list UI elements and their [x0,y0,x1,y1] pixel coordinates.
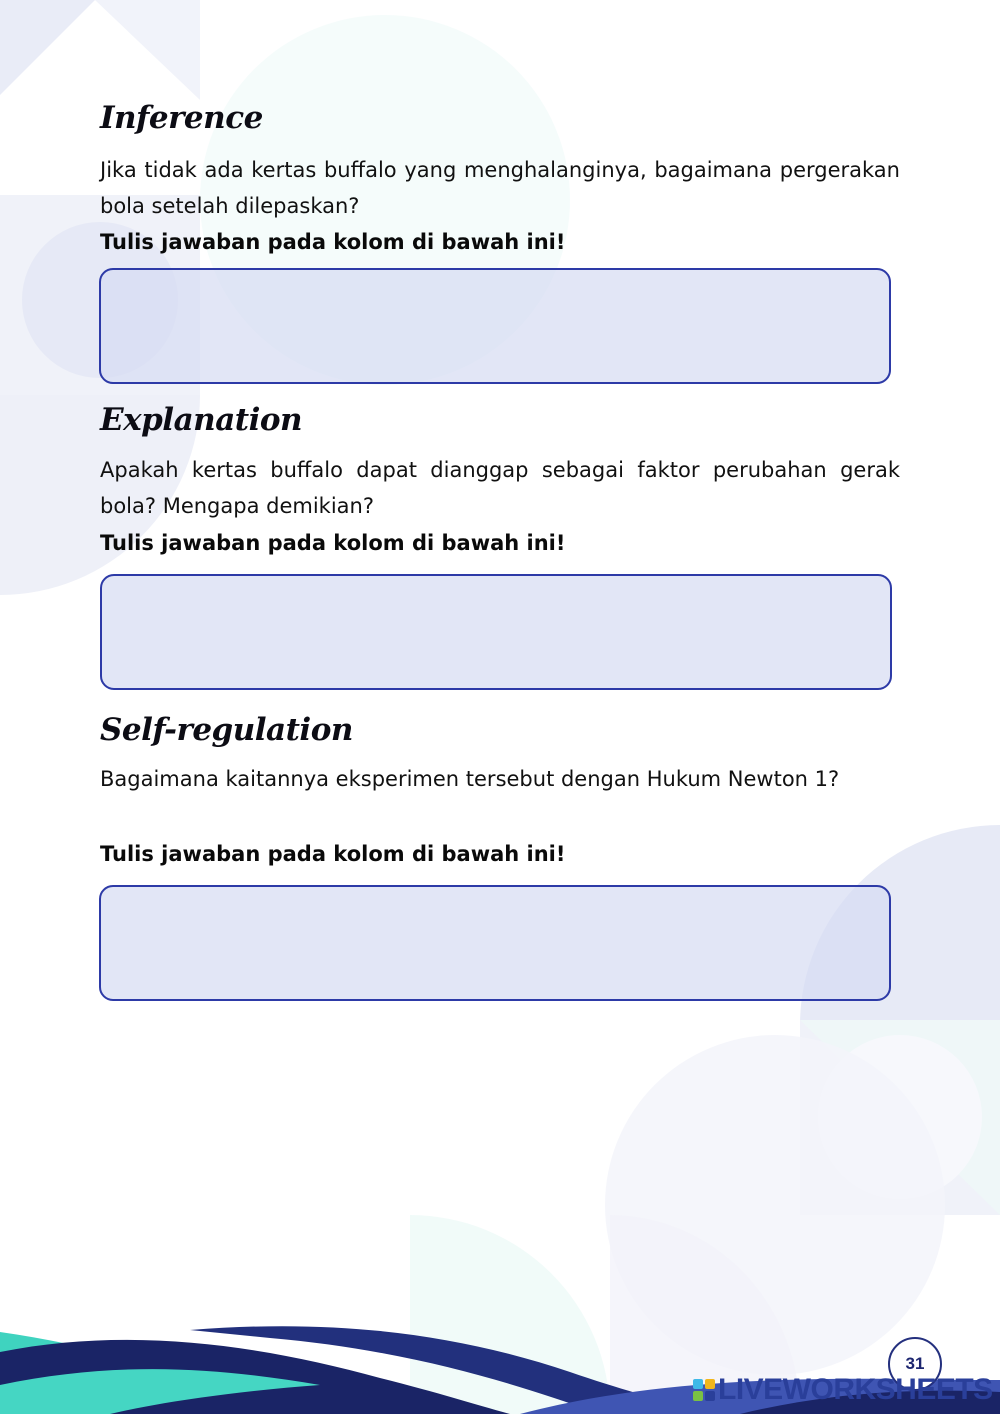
question-explanation: Apakah kertas buffalo dapat dianggap sebagai faktor perubahan gerak bola? Mengapa demikian? [100,458,900,518]
section-heading-explanation: Explanation [100,402,303,438]
question-inference: Jika tidak ada kertas buffalo yang menghalanginya, bagaimana pergerakan bola setelah dilepaskan? [100,158,900,218]
liveworksheets-logo-icon [693,1379,715,1401]
page-number: 31 [905,1354,925,1373]
instruction-explanation: Tulis jawaban pada kolom di bawah ini! [100,531,566,555]
answer-box-self-regulation[interactable] [99,885,891,1001]
section-heading-self-regulation: Self-regulation [100,712,353,748]
answer-box-inference[interactable] [99,268,891,384]
instruction-inference: Tulis jawaban pada kolom di bawah ini! [100,230,566,254]
liveworksheets-watermark [693,1373,993,1407]
instruction-self-regulation: Tulis jawaban pada kolom di bawah ini! [100,842,566,866]
question-self-regulation: Bagaimana kaitannya eksperimen tersebut dengan Hukum Newton 1? [100,767,840,791]
answer-box-explanation[interactable] [100,574,892,690]
watermark-text: LIVEWORKSHEETS [718,1373,993,1406]
section-heading-inference: Inference [100,100,263,136]
